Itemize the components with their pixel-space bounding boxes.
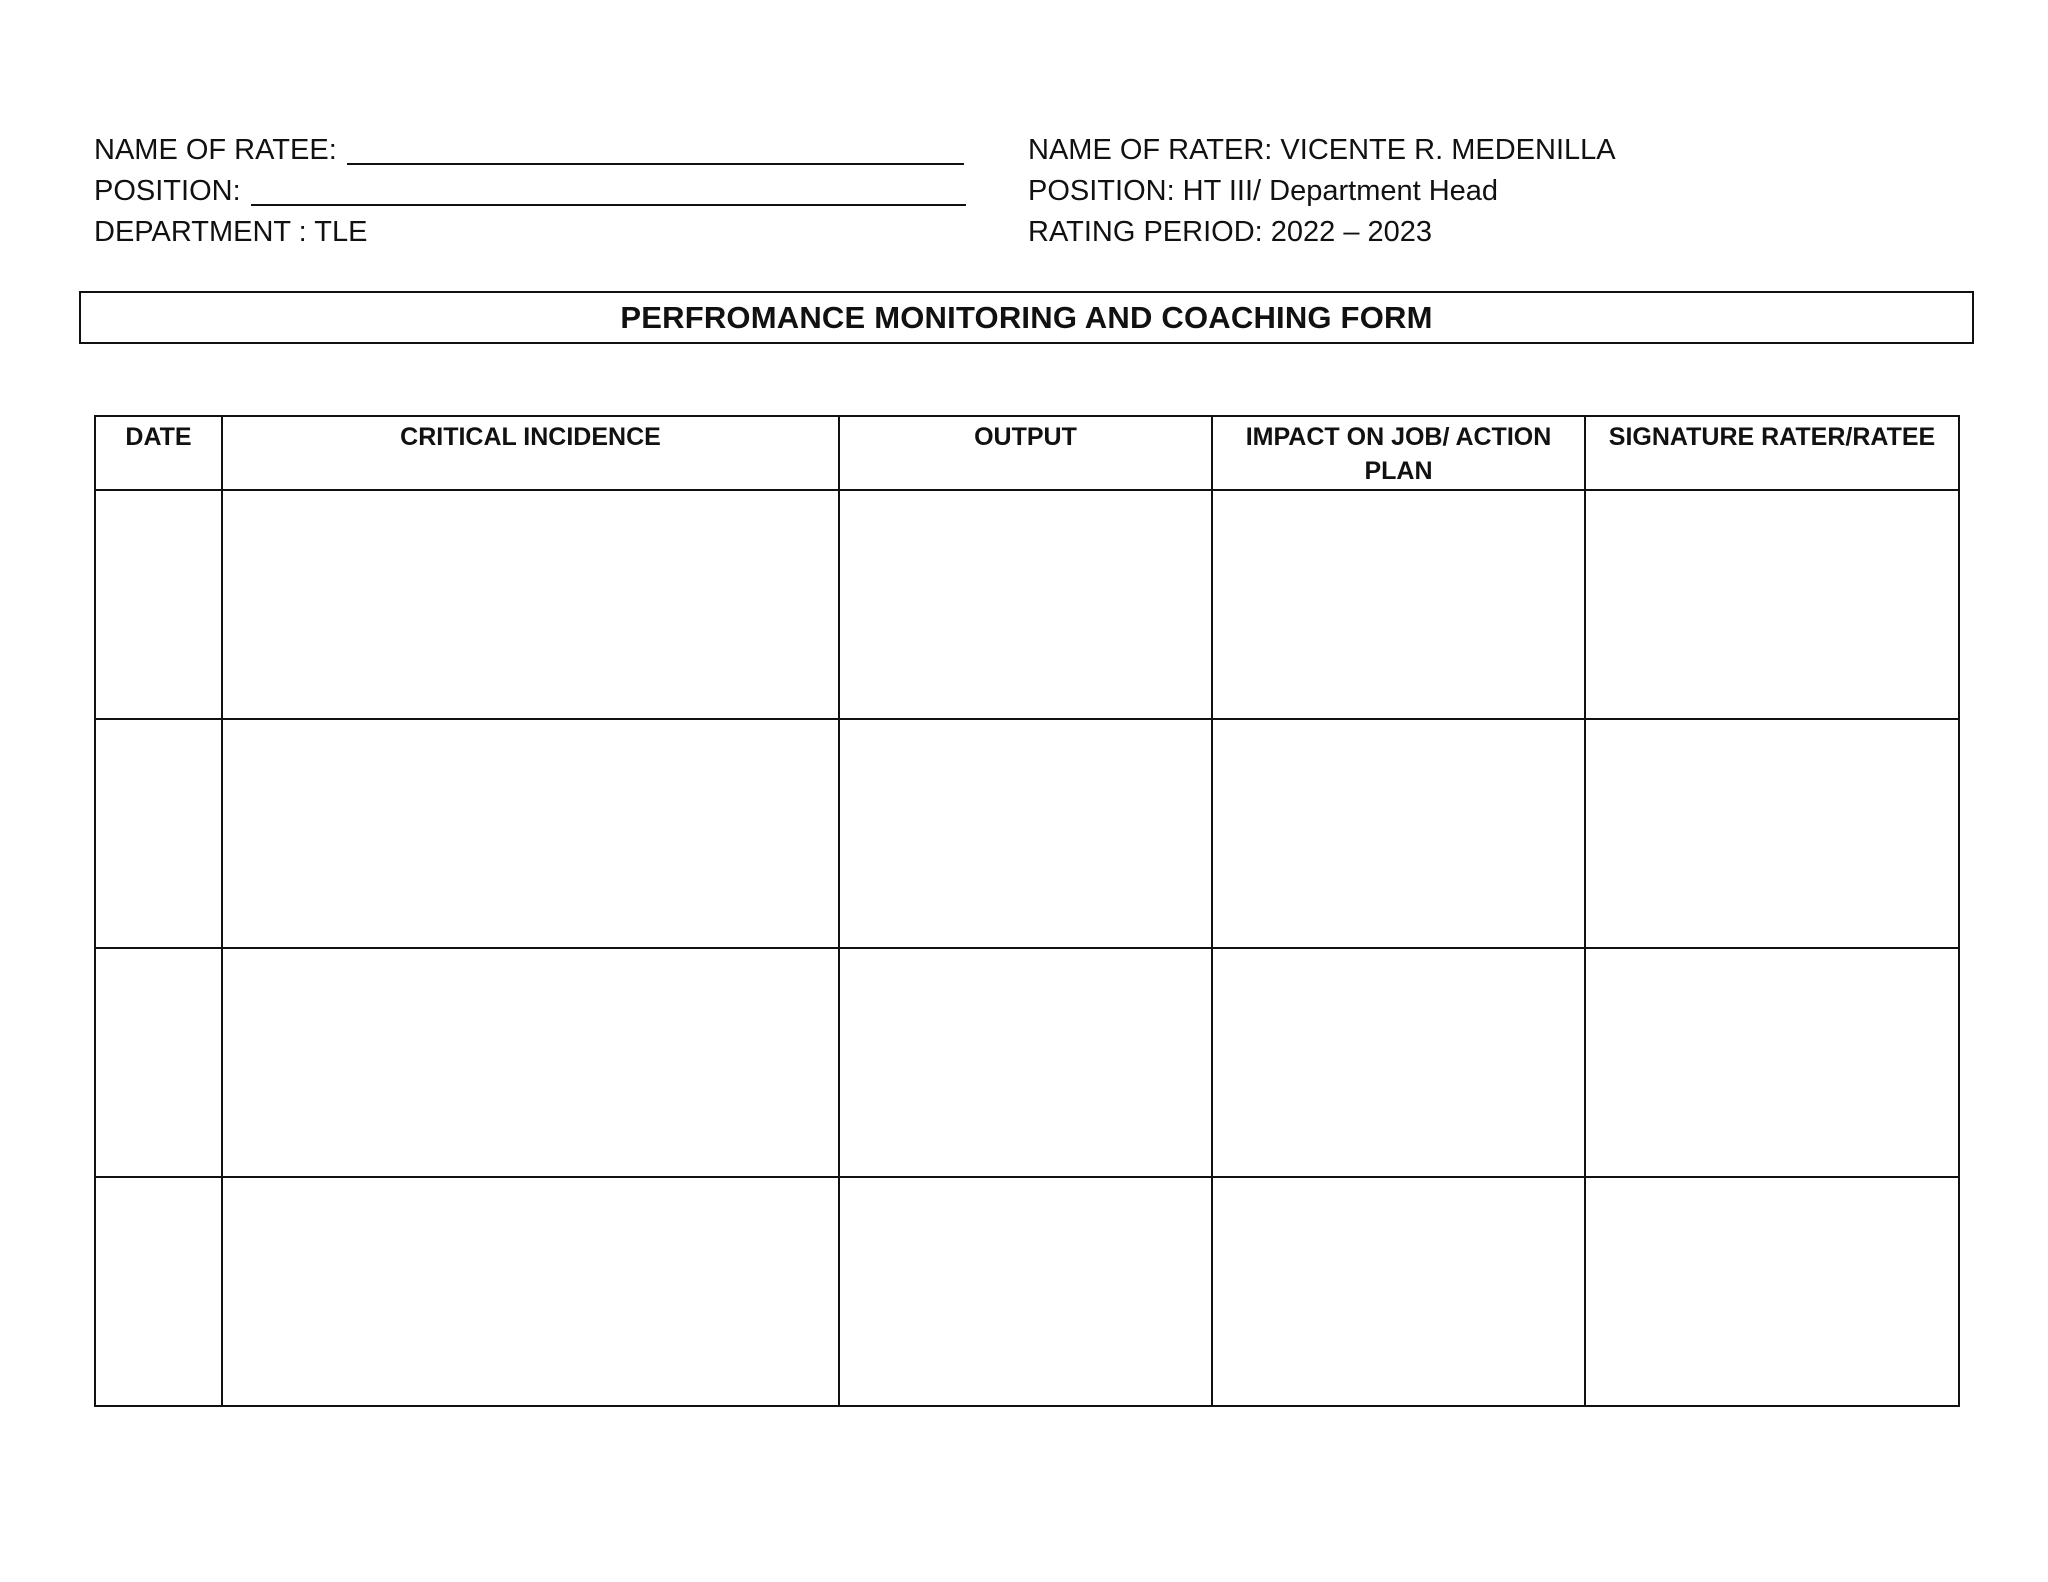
department-label: DEPARTMENT : TLE <box>94 216 368 248</box>
rater-info <box>1028 130 1616 253</box>
name-of-rater-text: NAME OF RATER: VICENTE R. MEDENILLA <box>1028 134 1616 166</box>
column-header-critical-incidence: CRITICAL INCIDENCE <box>222 416 839 490</box>
table-row <box>95 1177 1959 1406</box>
date-cell[interactable] <box>95 948 222 1177</box>
ratee-position-blank[interactable] <box>251 174 966 206</box>
impact-cell[interactable] <box>1212 1177 1585 1406</box>
form-title: PERFROMANCE MONITORING AND COACHING FORM <box>79 291 1974 344</box>
table-header-row <box>95 416 1959 490</box>
rating-period-line <box>1028 212 1616 253</box>
critical-incidence-cell[interactable] <box>222 948 839 1177</box>
signature-cell[interactable] <box>1585 948 1959 1177</box>
ratee-position-label: POSITION: <box>94 175 241 207</box>
name-of-rater-line <box>1028 130 1616 171</box>
rater-position-line <box>1028 171 1616 212</box>
critical-incidence-cell[interactable] <box>222 490 839 719</box>
date-cell[interactable] <box>95 490 222 719</box>
output-cell[interactable] <box>839 1177 1212 1406</box>
date-cell[interactable] <box>95 719 222 948</box>
signature-cell[interactable] <box>1585 490 1959 719</box>
column-header-impact <box>1212 416 1585 490</box>
impact-cell[interactable] <box>1212 490 1585 719</box>
column-header-date: DATE <box>95 416 222 490</box>
critical-incidence-cell[interactable] <box>222 719 839 948</box>
impact-cell[interactable] <box>1212 719 1585 948</box>
name-of-ratee-blank[interactable] <box>347 133 964 165</box>
ratee-info <box>94 130 966 253</box>
department-line <box>94 212 966 253</box>
output-cell[interactable] <box>839 948 1212 1177</box>
date-cell[interactable] <box>95 1177 222 1406</box>
impact-cell[interactable] <box>1212 948 1585 1177</box>
signature-cell[interactable] <box>1585 719 1959 948</box>
critical-incidence-cell[interactable] <box>222 1177 839 1406</box>
name-of-ratee-line <box>94 130 966 171</box>
table-row <box>95 719 1959 948</box>
rater-position-text: POSITION: HT III/ Department Head <box>1028 175 1499 207</box>
table-row <box>95 490 1959 719</box>
column-header-output: OUTPUT <box>839 416 1212 490</box>
output-cell[interactable] <box>839 490 1212 719</box>
signature-cell[interactable] <box>1585 1177 1959 1406</box>
rating-period-text: RATING PERIOD: 2022 – 2023 <box>1028 216 1433 248</box>
column-header-signature: SIGNATURE RATER/RATEE <box>1585 416 1959 490</box>
output-cell[interactable] <box>839 719 1212 948</box>
ratee-position-line <box>94 171 966 212</box>
name-of-ratee-label: NAME OF RATEE: <box>94 134 337 166</box>
table-row <box>95 948 1959 1177</box>
monitoring-table <box>94 415 1960 1407</box>
column-header-impact-label: IMPACT ON JOB/ ACTION PLAN <box>1245 423 1552 485</box>
